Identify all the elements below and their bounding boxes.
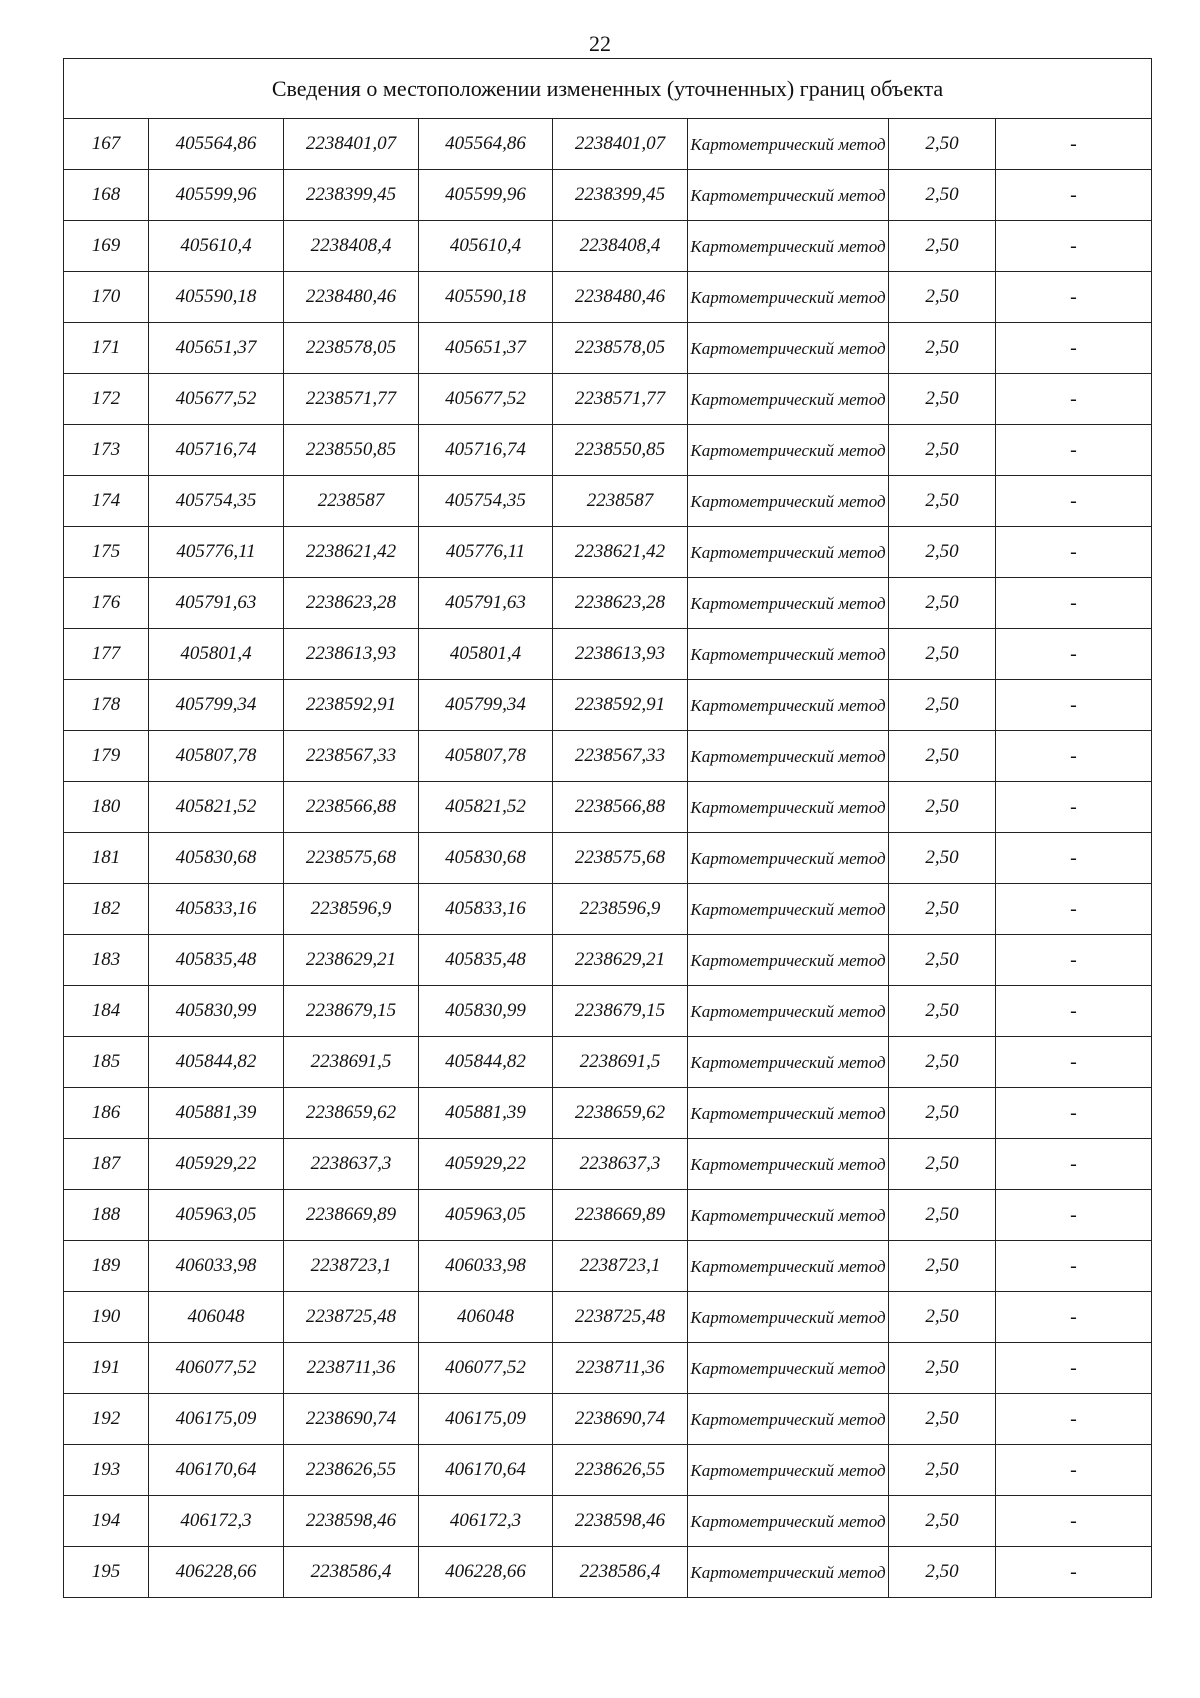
point-number-cell: 183: [64, 935, 149, 986]
note-cell: -: [996, 476, 1152, 527]
point-number-cell: 173: [64, 425, 149, 476]
y-new-cell: 2238567,33: [553, 731, 688, 782]
y-new-cell: 2238613,93: [553, 629, 688, 680]
point-number-cell: 170: [64, 272, 149, 323]
x-new-cell: 406077,52: [419, 1343, 553, 1394]
x-new-cell: 405881,39: [419, 1088, 553, 1139]
note-cell: -: [996, 425, 1152, 476]
point-number-cell: 177: [64, 629, 149, 680]
accuracy-cell: 2,50: [889, 272, 996, 323]
note-cell: -: [996, 884, 1152, 935]
x-existing-cell: 405651,37: [149, 323, 284, 374]
note-cell: -: [996, 323, 1152, 374]
y-existing-cell: 2238659,62: [284, 1088, 419, 1139]
y-new-cell: 2238586,4: [553, 1547, 688, 1598]
accuracy-cell: 2,50: [889, 986, 996, 1037]
method-cell: Картометрический метод: [688, 119, 889, 170]
y-new-cell: 2238550,85: [553, 425, 688, 476]
method-cell: Картометрический метод: [688, 935, 889, 986]
table-row: [64, 1496, 1152, 1547]
x-new-cell: 405833,16: [419, 884, 553, 935]
y-existing-cell: 2238629,21: [284, 935, 419, 986]
x-existing-cell: 405754,35: [149, 476, 284, 527]
note-cell: -: [996, 1292, 1152, 1343]
accuracy-cell: 2,50: [889, 1445, 996, 1496]
y-new-cell: 2238401,07: [553, 119, 688, 170]
x-new-cell: 405776,11: [419, 527, 553, 578]
point-number-cell: 192: [64, 1394, 149, 1445]
x-new-cell: 406033,98: [419, 1241, 553, 1292]
point-number-cell: 178: [64, 680, 149, 731]
accuracy-cell: 2,50: [889, 1394, 996, 1445]
table-row: [64, 884, 1152, 935]
method-cell: Картометрический метод: [688, 1139, 889, 1190]
page-number: 22: [589, 31, 611, 56]
y-new-cell: 2238566,88: [553, 782, 688, 833]
table-row: [64, 527, 1152, 578]
boundary-coordinates-table: [63, 58, 1152, 1598]
table-row: [64, 476, 1152, 527]
table-row: [64, 1445, 1152, 1496]
x-existing-cell: 405599,96: [149, 170, 284, 221]
table-row: [64, 1343, 1152, 1394]
accuracy-cell: 2,50: [889, 476, 996, 527]
y-new-cell: 2238596,9: [553, 884, 688, 935]
accuracy-cell: 2,50: [889, 425, 996, 476]
x-new-cell: 405716,74: [419, 425, 553, 476]
x-new-cell: 405929,22: [419, 1139, 553, 1190]
point-number-cell: 168: [64, 170, 149, 221]
point-number-cell: 188: [64, 1190, 149, 1241]
x-existing-cell: 405590,18: [149, 272, 284, 323]
method-cell: Картометрический метод: [688, 1547, 889, 1598]
x-new-cell: 406170,64: [419, 1445, 553, 1496]
table-row: [64, 731, 1152, 782]
accuracy-cell: 2,50: [889, 170, 996, 221]
y-new-cell: 2238725,48: [553, 1292, 688, 1343]
x-new-cell: 405821,52: [419, 782, 553, 833]
x-existing-cell: 405830,68: [149, 833, 284, 884]
accuracy-cell: 2,50: [889, 1088, 996, 1139]
y-existing-cell: 2238690,74: [284, 1394, 419, 1445]
note-cell: -: [996, 1088, 1152, 1139]
y-existing-cell: 2238571,77: [284, 374, 419, 425]
accuracy-cell: 2,50: [889, 833, 996, 884]
method-cell: Картометрический метод: [688, 731, 889, 782]
y-new-cell: 2238623,28: [553, 578, 688, 629]
accuracy-cell: 2,50: [889, 629, 996, 680]
accuracy-cell: 2,50: [889, 323, 996, 374]
y-existing-cell: 2238723,1: [284, 1241, 419, 1292]
y-existing-cell: 2238623,28: [284, 578, 419, 629]
y-new-cell: 2238679,15: [553, 986, 688, 1037]
table-row: [64, 425, 1152, 476]
table-row: [64, 1139, 1152, 1190]
y-existing-cell: 2238669,89: [284, 1190, 419, 1241]
accuracy-cell: 2,50: [889, 1547, 996, 1598]
x-existing-cell: 405801,4: [149, 629, 284, 680]
note-cell: -: [996, 1190, 1152, 1241]
note-cell: -: [996, 1445, 1152, 1496]
accuracy-cell: 2,50: [889, 680, 996, 731]
table-title: Сведения о местоположении измененных (уточненных) границ объекта: [64, 59, 1152, 119]
method-cell: Картометрический метод: [688, 1343, 889, 1394]
method-cell: Картометрический метод: [688, 221, 889, 272]
y-new-cell: 2238626,55: [553, 1445, 688, 1496]
x-existing-cell: 405963,05: [149, 1190, 284, 1241]
y-existing-cell: 2238679,15: [284, 986, 419, 1037]
note-cell: -: [996, 1241, 1152, 1292]
y-new-cell: 2238723,1: [553, 1241, 688, 1292]
y-new-cell: 2238669,89: [553, 1190, 688, 1241]
point-number-cell: 186: [64, 1088, 149, 1139]
x-existing-cell: 405830,99: [149, 986, 284, 1037]
y-new-cell: 2238578,05: [553, 323, 688, 374]
point-number-cell: 181: [64, 833, 149, 884]
point-number-cell: 180: [64, 782, 149, 833]
x-existing-cell: 406172,3: [149, 1496, 284, 1547]
method-cell: Картометрический метод: [688, 578, 889, 629]
accuracy-cell: 2,50: [889, 1343, 996, 1394]
accuracy-cell: 2,50: [889, 935, 996, 986]
y-existing-cell: 2238613,93: [284, 629, 419, 680]
note-cell: -: [996, 986, 1152, 1037]
note-cell: -: [996, 1394, 1152, 1445]
table-row: [64, 782, 1152, 833]
x-existing-cell: 405716,74: [149, 425, 284, 476]
x-existing-cell: 405821,52: [149, 782, 284, 833]
y-new-cell: 2238598,46: [553, 1496, 688, 1547]
x-existing-cell: 405807,78: [149, 731, 284, 782]
y-existing-cell: 2238586,4: [284, 1547, 419, 1598]
note-cell: -: [996, 1037, 1152, 1088]
method-cell: Картометрический метод: [688, 833, 889, 884]
x-new-cell: 405830,68: [419, 833, 553, 884]
note-cell: -: [996, 731, 1152, 782]
accuracy-cell: 2,50: [889, 1496, 996, 1547]
y-existing-cell: 2238587: [284, 476, 419, 527]
point-number-cell: 169: [64, 221, 149, 272]
y-existing-cell: 2238408,4: [284, 221, 419, 272]
point-number-cell: 171: [64, 323, 149, 374]
note-cell: -: [996, 221, 1152, 272]
y-new-cell: 2238480,46: [553, 272, 688, 323]
x-existing-cell: 406228,66: [149, 1547, 284, 1598]
y-existing-cell: 2238567,33: [284, 731, 419, 782]
y-existing-cell: 2238566,88: [284, 782, 419, 833]
accuracy-cell: 2,50: [889, 731, 996, 782]
y-new-cell: 2238637,3: [553, 1139, 688, 1190]
note-cell: -: [996, 578, 1152, 629]
table-row: [64, 119, 1152, 170]
y-new-cell: 2238587: [553, 476, 688, 527]
method-cell: Картометрический метод: [688, 323, 889, 374]
x-existing-cell: 406077,52: [149, 1343, 284, 1394]
x-new-cell: 405801,4: [419, 629, 553, 680]
point-number-cell: 174: [64, 476, 149, 527]
table-row: [64, 1241, 1152, 1292]
y-new-cell: 2238711,36: [553, 1343, 688, 1394]
x-new-cell: 405799,34: [419, 680, 553, 731]
x-existing-cell: 406175,09: [149, 1394, 284, 1445]
table-row: [64, 1547, 1152, 1598]
x-existing-cell: 405776,11: [149, 527, 284, 578]
accuracy-cell: 2,50: [889, 527, 996, 578]
x-existing-cell: 405791,63: [149, 578, 284, 629]
accuracy-cell: 2,50: [889, 1292, 996, 1343]
y-new-cell: 2238659,62: [553, 1088, 688, 1139]
note-cell: -: [996, 1139, 1152, 1190]
x-new-cell: 406172,3: [419, 1496, 553, 1547]
note-cell: -: [996, 374, 1152, 425]
method-cell: Картометрический метод: [688, 782, 889, 833]
note-cell: -: [996, 119, 1152, 170]
accuracy-cell: 2,50: [889, 374, 996, 425]
method-cell: Картометрический метод: [688, 1037, 889, 1088]
y-new-cell: 2238621,42: [553, 527, 688, 578]
x-new-cell: 405677,52: [419, 374, 553, 425]
table-title-row: [64, 59, 1152, 119]
method-cell: Картометрический метод: [688, 1292, 889, 1343]
y-existing-cell: 2238575,68: [284, 833, 419, 884]
x-new-cell: 405754,35: [419, 476, 553, 527]
note-cell: -: [996, 272, 1152, 323]
x-existing-cell: 406170,64: [149, 1445, 284, 1496]
note-cell: -: [996, 935, 1152, 986]
x-new-cell: 406228,66: [419, 1547, 553, 1598]
y-new-cell: 2238408,4: [553, 221, 688, 272]
y-existing-cell: 2238592,91: [284, 680, 419, 731]
table-row: [64, 680, 1152, 731]
method-cell: Картометрический метод: [688, 170, 889, 221]
x-existing-cell: 405610,4: [149, 221, 284, 272]
table-row: [64, 1190, 1152, 1241]
y-existing-cell: 2238480,46: [284, 272, 419, 323]
table-row: [64, 374, 1152, 425]
table-row: [64, 935, 1152, 986]
table-row: [64, 578, 1152, 629]
x-existing-cell: 405929,22: [149, 1139, 284, 1190]
x-new-cell: 405590,18: [419, 272, 553, 323]
point-number-cell: 172: [64, 374, 149, 425]
x-existing-cell: 405835,48: [149, 935, 284, 986]
x-new-cell: 406048: [419, 1292, 553, 1343]
point-number-cell: 184: [64, 986, 149, 1037]
x-new-cell: 405599,96: [419, 170, 553, 221]
accuracy-cell: 2,50: [889, 119, 996, 170]
x-new-cell: 405807,78: [419, 731, 553, 782]
table-row: [64, 221, 1152, 272]
table-row: [64, 323, 1152, 374]
y-existing-cell: 2238691,5: [284, 1037, 419, 1088]
method-cell: Картометрический метод: [688, 1088, 889, 1139]
y-new-cell: 2238691,5: [553, 1037, 688, 1088]
note-cell: -: [996, 629, 1152, 680]
x-existing-cell: 405799,34: [149, 680, 284, 731]
x-new-cell: 405830,99: [419, 986, 553, 1037]
point-number-cell: 179: [64, 731, 149, 782]
point-number-cell: 195: [64, 1547, 149, 1598]
x-existing-cell: 405677,52: [149, 374, 284, 425]
method-cell: Картометрический метод: [688, 1445, 889, 1496]
x-existing-cell: 405881,39: [149, 1088, 284, 1139]
y-new-cell: 2238571,77: [553, 374, 688, 425]
note-cell: -: [996, 680, 1152, 731]
accuracy-cell: 2,50: [889, 578, 996, 629]
point-number-cell: 185: [64, 1037, 149, 1088]
table-row: [64, 170, 1152, 221]
point-number-cell: 189: [64, 1241, 149, 1292]
y-existing-cell: 2238711,36: [284, 1343, 419, 1394]
note-cell: -: [996, 833, 1152, 884]
x-new-cell: 405651,37: [419, 323, 553, 374]
table-row: [64, 1292, 1152, 1343]
table-row: [64, 1088, 1152, 1139]
method-cell: Картометрический метод: [688, 1496, 889, 1547]
table-body: [64, 59, 1152, 1598]
method-cell: Картометрический метод: [688, 1241, 889, 1292]
y-existing-cell: 2238598,46: [284, 1496, 419, 1547]
point-number-cell: 190: [64, 1292, 149, 1343]
note-cell: -: [996, 782, 1152, 833]
table-row: [64, 272, 1152, 323]
method-cell: Картометрический метод: [688, 527, 889, 578]
table-row: [64, 986, 1152, 1037]
accuracy-cell: 2,50: [889, 782, 996, 833]
y-new-cell: 2238629,21: [553, 935, 688, 986]
point-number-cell: 187: [64, 1139, 149, 1190]
y-existing-cell: 2238596,9: [284, 884, 419, 935]
accuracy-cell: 2,50: [889, 1241, 996, 1292]
x-new-cell: 405835,48: [419, 935, 553, 986]
method-cell: Картометрический метод: [688, 884, 889, 935]
method-cell: Картометрический метод: [688, 1394, 889, 1445]
method-cell: Картометрический метод: [688, 680, 889, 731]
y-new-cell: 2238399,45: [553, 170, 688, 221]
y-existing-cell: 2238626,55: [284, 1445, 419, 1496]
method-cell: Картометрический метод: [688, 986, 889, 1037]
x-new-cell: 405564,86: [419, 119, 553, 170]
accuracy-cell: 2,50: [889, 1037, 996, 1088]
point-number-cell: 191: [64, 1343, 149, 1394]
point-number-cell: 176: [64, 578, 149, 629]
point-number-cell: 167: [64, 119, 149, 170]
method-cell: Картометрический метод: [688, 1190, 889, 1241]
note-cell: -: [996, 1547, 1152, 1598]
point-number-cell: 193: [64, 1445, 149, 1496]
y-new-cell: 2238592,91: [553, 680, 688, 731]
y-existing-cell: 2238401,07: [284, 119, 419, 170]
y-existing-cell: 2238399,45: [284, 170, 419, 221]
y-existing-cell: 2238637,3: [284, 1139, 419, 1190]
table-row: [64, 1037, 1152, 1088]
x-existing-cell: 405844,82: [149, 1037, 284, 1088]
point-number-cell: 194: [64, 1496, 149, 1547]
y-new-cell: 2238575,68: [553, 833, 688, 884]
x-existing-cell: 406048: [149, 1292, 284, 1343]
table-row: [64, 833, 1152, 884]
note-cell: -: [996, 1496, 1152, 1547]
accuracy-cell: 2,50: [889, 1190, 996, 1241]
accuracy-cell: 2,50: [889, 1139, 996, 1190]
y-new-cell: 2238690,74: [553, 1394, 688, 1445]
note-cell: -: [996, 1343, 1152, 1394]
method-cell: Картометрический метод: [688, 425, 889, 476]
y-existing-cell: 2238578,05: [284, 323, 419, 374]
table-row: [64, 629, 1152, 680]
y-existing-cell: 2238550,85: [284, 425, 419, 476]
note-cell: -: [996, 170, 1152, 221]
method-cell: Картометрический метод: [688, 374, 889, 425]
x-new-cell: 405963,05: [419, 1190, 553, 1241]
x-new-cell: 405791,63: [419, 578, 553, 629]
x-new-cell: 406175,09: [419, 1394, 553, 1445]
method-cell: Картометрический метод: [688, 272, 889, 323]
y-existing-cell: 2238621,42: [284, 527, 419, 578]
x-new-cell: 405844,82: [419, 1037, 553, 1088]
point-number-cell: 175: [64, 527, 149, 578]
x-existing-cell: 406033,98: [149, 1241, 284, 1292]
x-existing-cell: 405564,86: [149, 119, 284, 170]
x-new-cell: 405610,4: [419, 221, 553, 272]
accuracy-cell: 2,50: [889, 221, 996, 272]
point-number-cell: 182: [64, 884, 149, 935]
method-cell: Картометрический метод: [688, 476, 889, 527]
y-existing-cell: 2238725,48: [284, 1292, 419, 1343]
x-existing-cell: 405833,16: [149, 884, 284, 935]
table-row: [64, 1394, 1152, 1445]
method-cell: Картометрический метод: [688, 629, 889, 680]
accuracy-cell: 2,50: [889, 884, 996, 935]
note-cell: -: [996, 527, 1152, 578]
